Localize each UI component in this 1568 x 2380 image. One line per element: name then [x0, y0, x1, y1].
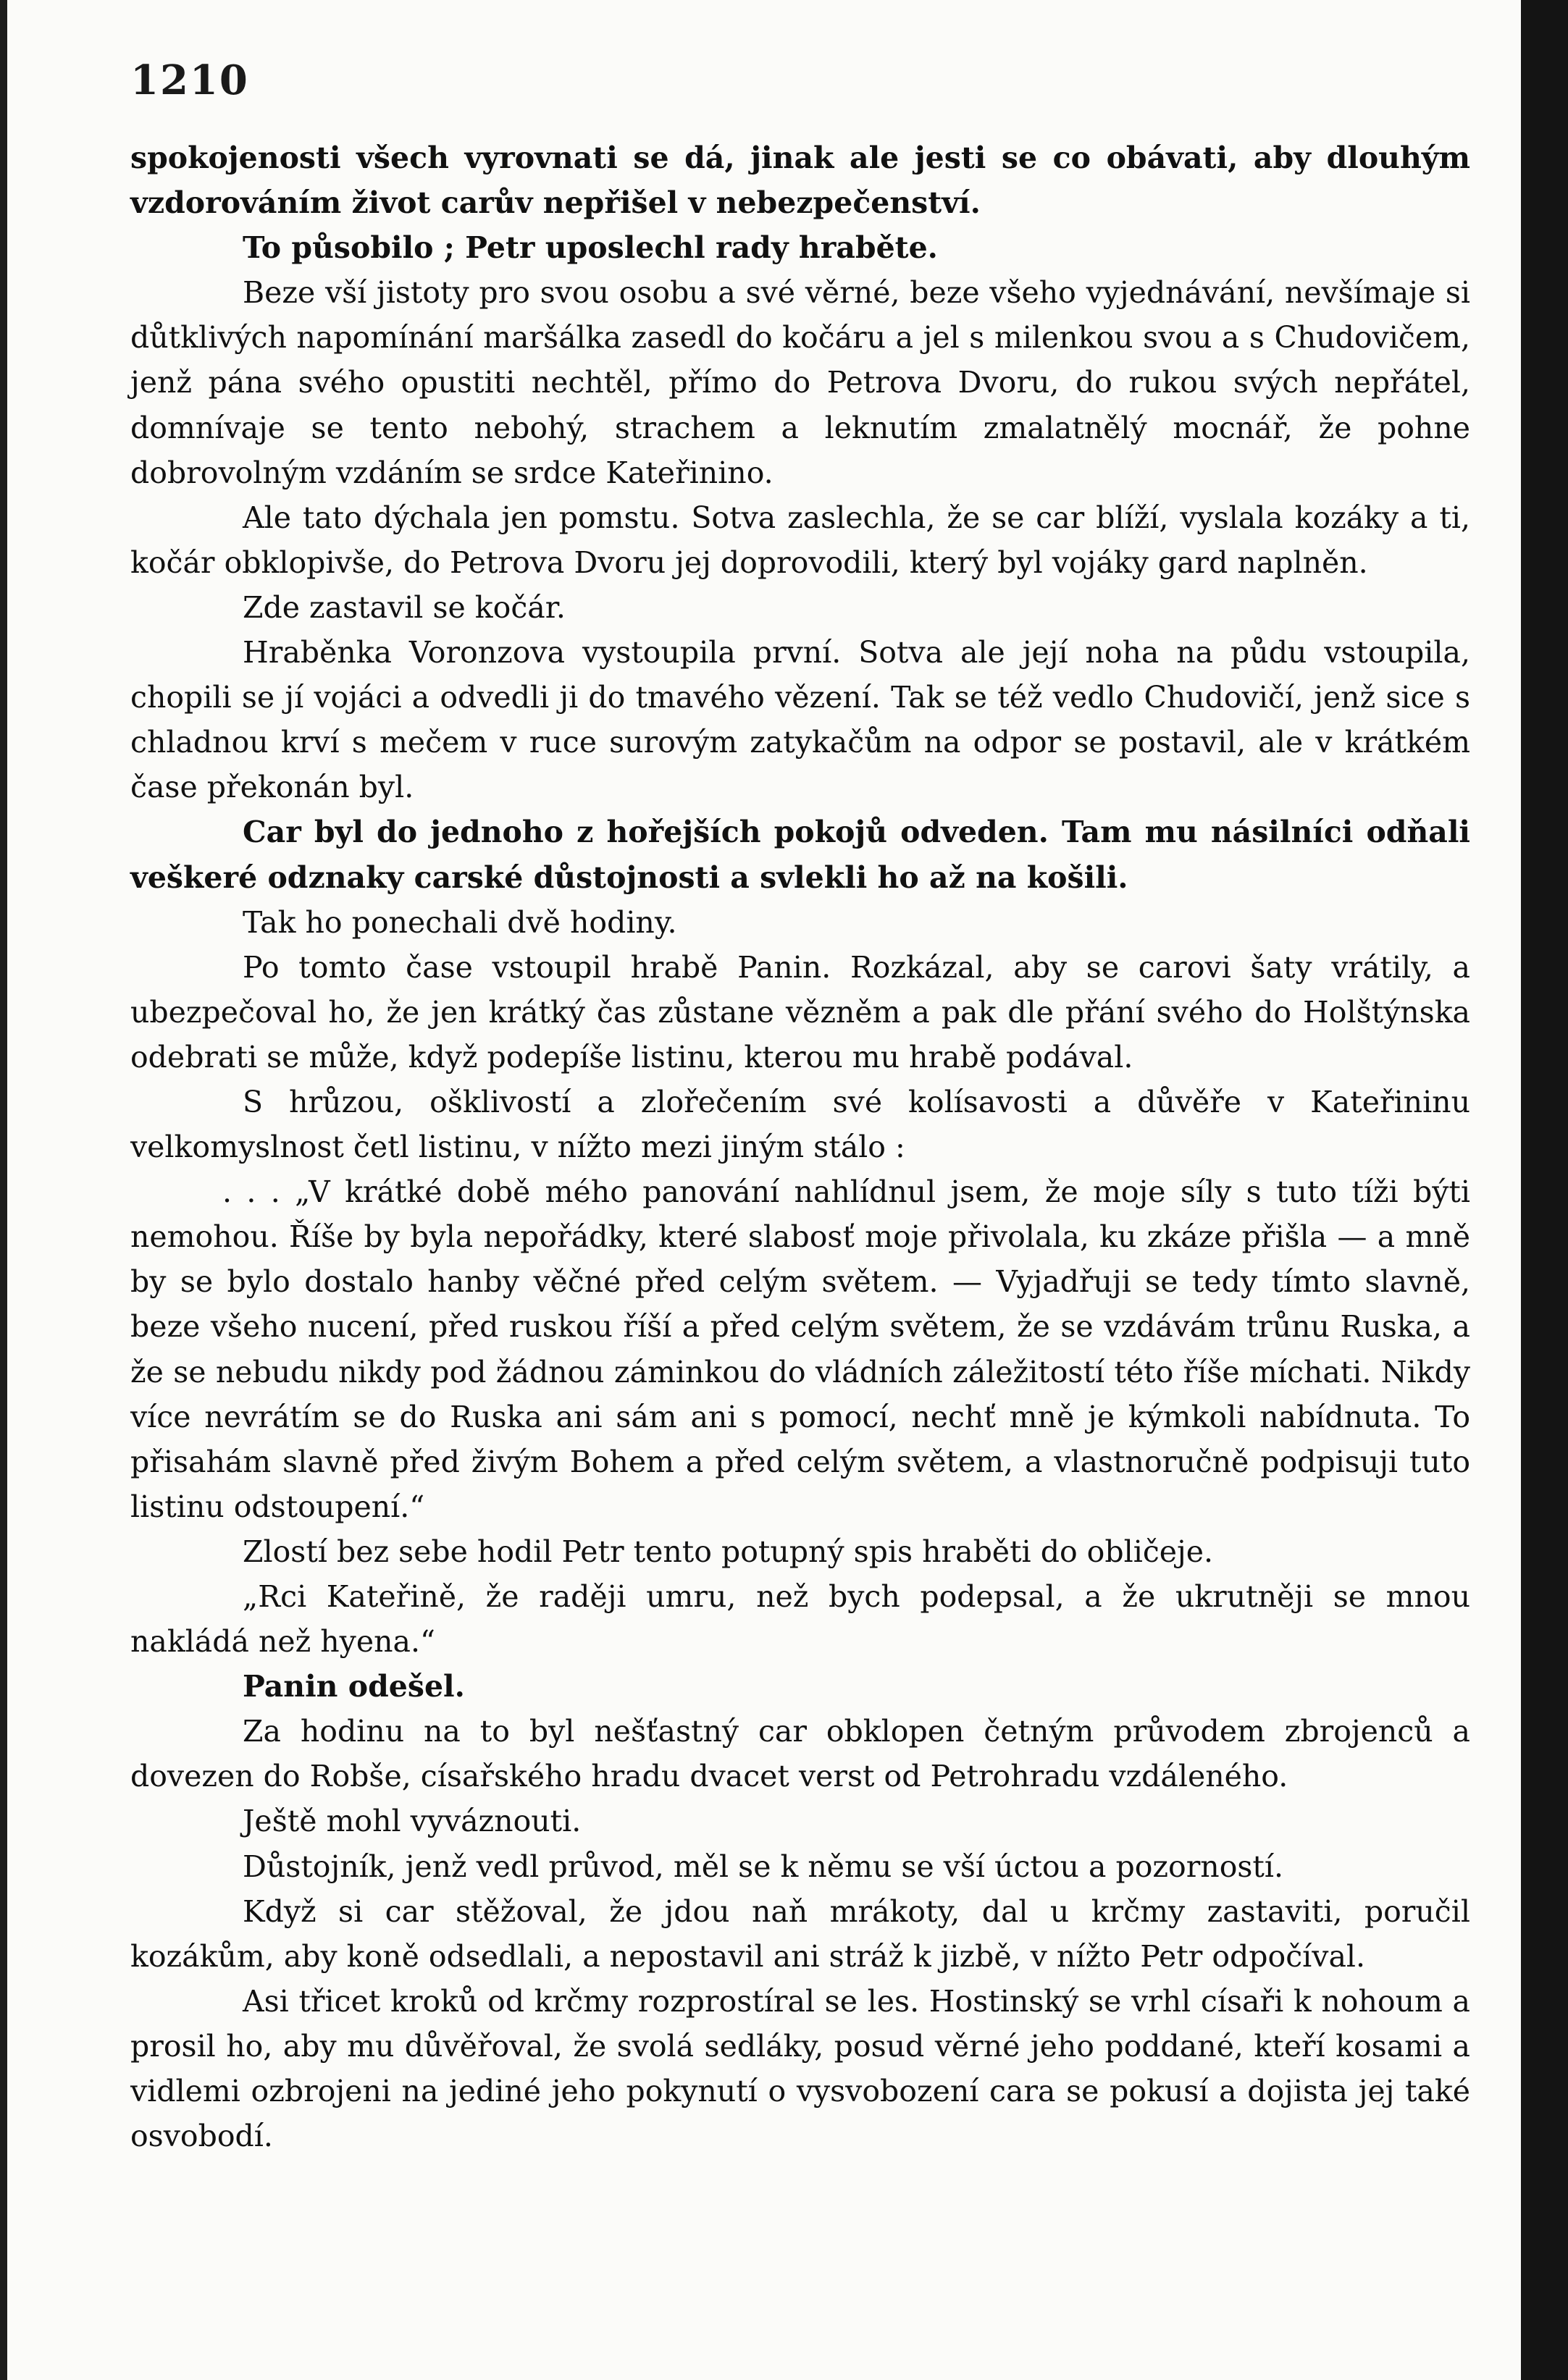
paragraph: Ještě mohl vyváznouti.: [243, 1804, 582, 1839]
paragraph: Zde zastavil se kočár.: [243, 589, 566, 625]
paragraph: Za hodinu na to byl nešťastný car obklopen četným průvodem zbrojenců a dovezen do Robše, císařského hradu dvacet verst od Petrohradu vzdáleného.: [130, 1714, 1470, 1794]
quoted-document: . . . „V krátké době mého panování nahlídnul jsem, že moje síly s tuto tíži býti nemohou. Říše by byla nepořádky, které slabosť moje přivolala, ku zkáze přišla — a mně by se bylo dostalo hanby věčné před celým světem. — Vyjadřuji se tedy tímto slavně, beze všeho nucení, před ruskou říší a před celým světem, že se vzdávám trůnu Ruska, a že se nebudu nikdy pod žádnou záminkou do vládních záležitostí této říše míchati. Nikdy více nevrátím se do Ruska ani sám ani s pomocí, nechť mně je kýmkoli nabídnuta. To přisahám slavně před živým Bohem a před celým světem, a vlastnoručně podpisuji tuto listinu odstoupení.“: [130, 1174, 1470, 1524]
body-text: [130, 135, 1470, 2158]
paragraph: Tak ho ponechali dvě hodiny.: [243, 904, 677, 940]
paragraph: Asi třicet kroků od krčmy rozprostíral se les. Hostinský se vrhl císaři k nohoum a prosil ho, aby mu důvěřoval, že svolá sedláky, posud věrné jeho poddané, kteří kosami a vidlemi ozbrojeni na jediné jeho pokynutí o vysvobození cara se pokusí a dojista jej také osvobodí.: [130, 1983, 1470, 2154]
paragraph: Důstojník, jenž vedl průvod, měl se k němu se vší úctou a pozorností.: [243, 1849, 1284, 1884]
paragraph: To působilo ; Petr uposlechl rady hraběte.: [243, 230, 938, 266]
paragraph: Po tomto čase vstoupil hrabě Panin. Rozkázal, aby se carovi šaty vrátily, a ubezpečoval ho, že jen krátký čas zůstane vězněm a pak dle přání svého do Holštýnska odebrati se může, když podepíše listinu, kterou mu hrabě podával.: [130, 949, 1470, 1075]
scan-edge: [1521, 0, 1568, 2380]
paragraph: Beze vší jistoty pro svou osobu a své věrné, beze všeho vyjednávání, nevšímaje si důtklivých napomínání maršálka zasedl do kočáru a jel s milenkou svou a s Chudovičem, jenž pána svého opustiti nechtěl, přímo do Petrova Dvoru, do rukou svých nepřátel, domnívaje se tento nebohý, strachem a leknutím zmalatnělý mocnář, že pohne dobrovolným vzdáním se srdce Kateřinino.: [130, 275, 1470, 490]
paragraph: Hraběnka Voronzova vystoupila první. Sotva ale její noha na půdu vstoupila, chopili se jí vojáci a odvedli ji do tmavého vězení. Tak se též vedlo Chudovičí, jenž sice s chladnou krví s mečem v ruce surovým zatykačům na odpor se postavil, ale v krátkém čase překonán byl.: [130, 635, 1470, 805]
paragraph: Car byl do jednoho z hořejších pokojů odveden. Tam mu násilníci odňali veškeré odznaky carské důstojnosti a svlekli ho až na košili.: [130, 815, 1470, 895]
paragraph: Zlostí bez sebe hodil Petr tento potupný spis hraběti do obličeje.: [243, 1534, 1214, 1569]
paragraph: Ale tato dýchala jen pomstu. Sotva zaslechla, že se car blíží, vyslala kozáky a ti, kočár obklopivše, do Petrova Dvoru jej doprovodili, který byl vojáky gard naplněn.: [130, 500, 1470, 580]
paragraph: „Rci Kateřině, že raději umru, než bych podepsal, a že ukrutněji se mnou nakládá než hyena.“: [130, 1579, 1470, 1660]
paragraph: Když si car stěžoval, že jdou naň mrákoty, dal u krčmy zastaviti, poručil kozákům, aby koně odsedlali, a nepostavil ani stráž k jizbě, v nížto Petr odpočíval.: [130, 1893, 1470, 1974]
page-number: 1210: [130, 56, 249, 104]
paragraph: Panin odešel.: [243, 1669, 465, 1704]
paragraph: spokojenosti všech vyrovnati se dá, jinak ale jesti se co obávati, aby dlouhým vzdorováním život carův nepřišel v nebezpečenství.: [130, 140, 1470, 221]
paragraph: S hrůzou, ošklivostí a zlořečením své kolísavosti a důvěře v Kateřininu velkomyslnost četl listinu, v nížto mezi jiným stálo :: [130, 1084, 1470, 1165]
